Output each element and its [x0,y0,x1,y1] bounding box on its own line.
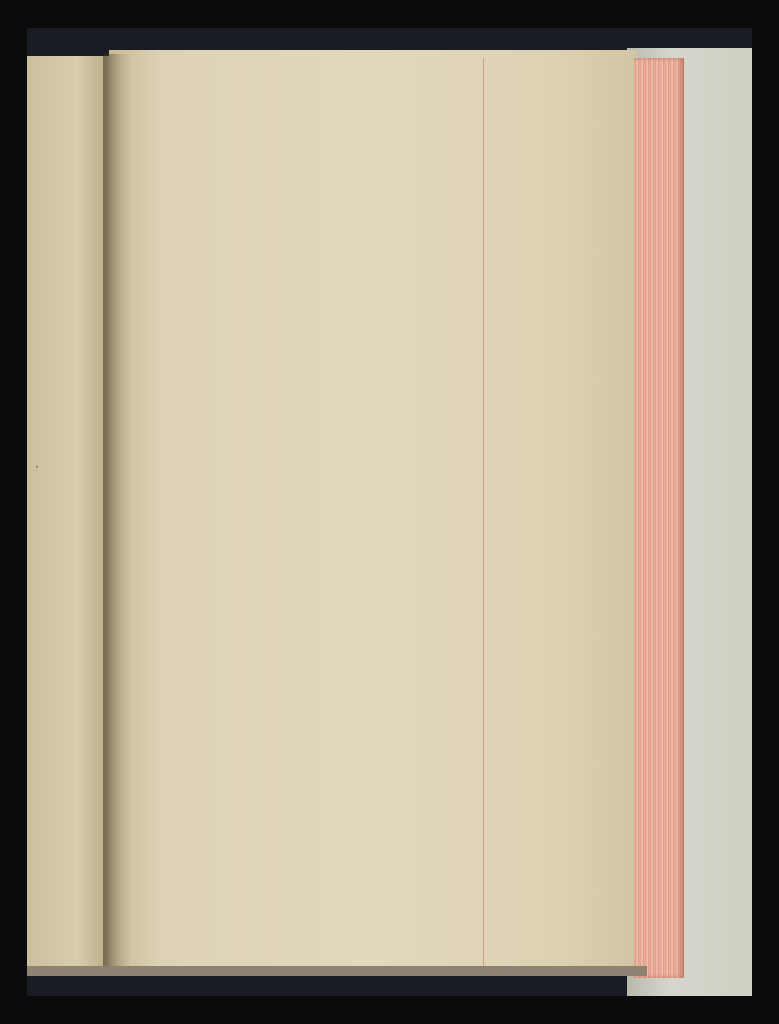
margin-rule-line [483,58,484,968]
red-page-edges [634,58,684,978]
gutter-shadow [103,54,131,970]
book-scan [27,28,752,996]
left-page [27,56,109,966]
left-margin-mark: · [35,460,39,474]
bottom-page-edge [27,966,647,976]
right-page [109,50,637,970]
